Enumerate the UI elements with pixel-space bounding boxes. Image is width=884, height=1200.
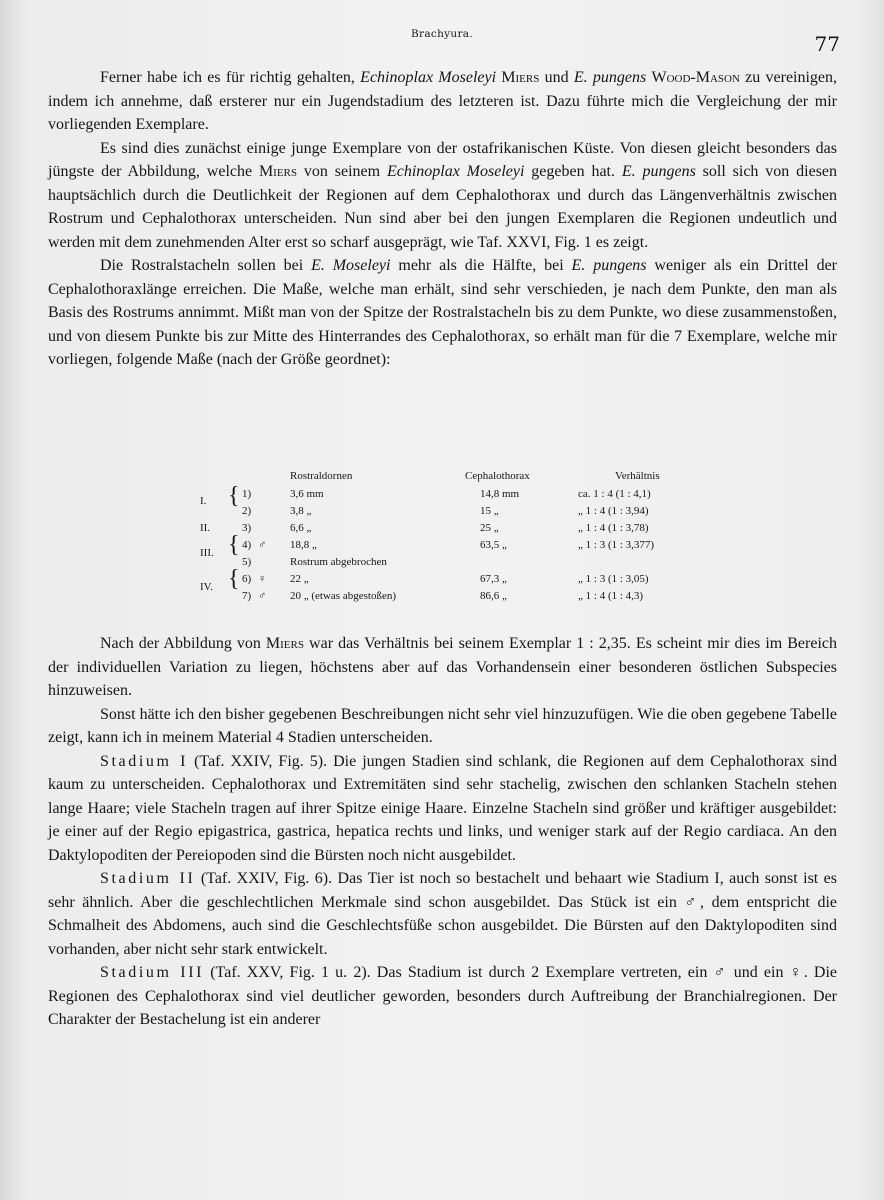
pre-table-paragraph: Die Rostralstacheln sollen bei E. Moseleyi mehr als die Hälfte, bei E. pungens weniger als ein Drittel der Cephalothoraxlänge erreichen. Die Maße, welche man erhält, sind sehr verschieden, je nach dem Punkte, den man als Basis des Rostrums annimmt. Mißt man von der Spitze der Rostralstacheln bis zu dem Punkte, wo diese zusammenstoßen, und von diesem Punkte bis zur Mitte des Hinterrandes des Cephalothorax, so erhält man für die 7 Exemplare, welche mir vorliegen, folgende Maße (nach der Größe geordnet): bbox=[48, 257, 838, 368]
italic-taxon: Echinoplax Moseleyi bbox=[360, 69, 497, 86]
table-cell-ratio: „ 1 : 4 (1 : 3,78) bbox=[578, 522, 649, 534]
table-cell-ratio: „ 1 : 3 (1 : 3,05) bbox=[578, 573, 649, 585]
italic-taxon: E. Moseleyi bbox=[311, 257, 391, 274]
stage-heading: Stadium III bbox=[100, 964, 205, 981]
table-cell-stage: III. bbox=[200, 547, 214, 559]
author-name: Miers bbox=[258, 163, 298, 180]
table-cell-ceph: 15 „ bbox=[480, 505, 499, 517]
table-cell-ceph: 63,5 „ bbox=[480, 539, 507, 551]
table-header-verhaeltnis: Verhältnis bbox=[615, 470, 660, 482]
table-cell-num: 3) bbox=[242, 522, 252, 534]
table-cell-sex: ♂ bbox=[258, 539, 267, 551]
table-cell-ratio: „ 1 : 4 (1 : 3,94) bbox=[578, 505, 649, 517]
table-cell-rostral: 18,8 „ bbox=[290, 539, 317, 551]
post-table-paragraph: Nach der Abbildung von Miers war das Verhältnis bei seinem Exemplar 1 : 2,35. Es scheint mir dies im Bereich der individuellen Variation zu liegen, höchstens aber auf das Vorhandensein einer besonderen östlichen Subspecies hinzuweisen. bbox=[48, 635, 838, 699]
table-header-rostraldornen: Rostraldornen bbox=[290, 470, 353, 482]
table-cell-ceph: 86,6 „ bbox=[480, 590, 507, 602]
table-cell-ceph: 14,8 mm bbox=[480, 488, 520, 500]
stage-heading: Stadium I bbox=[100, 752, 189, 770]
brace-stage-4: { bbox=[228, 566, 240, 592]
text-block-after-table bbox=[48, 632, 837, 1032]
table-cell-stage: II. bbox=[200, 522, 211, 534]
post-table-paragraph: Stadium I (Taf. XXIV, Fig. 5). Die jungen Stadien sind schlank, die Regionen auf dem Cephalothorax sind kaum zu unterscheiden. Cephalothorax und Extremitäten sind sehr stachelig, zwischen den schlanken Stacheln stehen lange Haare; viele Stacheln tragen auf ihrer Spitze einige Haare. Einzelne Stacheln sind größer und kräftiger ausgebildet: je einer auf der Regio epigastrica, gastrica, hepatica rechts und links, und weniger stark auf der Regio cardiaca. An den Daktylopoditen der Pereiopoden sind die Bürsten noch nicht ausgebildet. bbox=[48, 752, 837, 864]
author-name: Miers bbox=[265, 635, 304, 652]
table-cell-sex: ♀ bbox=[258, 573, 267, 585]
post-table-paragraph: Sonst hätte ich den bisher gegebenen Beschreibungen nicht sehr viel hinzuzufügen. Wie die oben gegebene Tabelle zeigt, kann ich in meinem Material 4 Stadien unterscheiden. bbox=[48, 705, 837, 746]
author-name: Miers bbox=[501, 69, 540, 86]
measurement-table bbox=[190, 470, 750, 610]
table-cell-rostral: 20 „ (etwas abgestoßen) bbox=[290, 590, 396, 602]
pre-table-paragraph: Ferner habe ich es für richtig gehalten, Echinoplax Moseleyi Miers und E. pungens Wood-Mason zu vereinigen, indem ich annehme, daß ersterer nur ein Jugendstadium des letzteren ist. Dazu führte mich die Vergleichung der mir vorliegenden Exemplare. bbox=[48, 69, 838, 133]
table-cell-num: 5) bbox=[242, 556, 252, 568]
italic-taxon: E. pungens bbox=[571, 257, 647, 274]
table-cell-rostral: 22 „ bbox=[290, 573, 309, 585]
running-title: Brachyura. bbox=[411, 28, 473, 40]
table-cell-ratio: „ 1 : 3 (1 : 3,377) bbox=[578, 539, 655, 551]
table-cell-num: 1) bbox=[242, 488, 252, 500]
table-cell-num: 4) bbox=[242, 539, 252, 551]
table-header-cephalothorax: Cephalothorax bbox=[465, 470, 530, 482]
table-cell-stage: IV. bbox=[200, 581, 213, 593]
page-number: 77 bbox=[814, 32, 840, 56]
table-cell-ratio: ca. 1 : 4 (1 : 4,1) bbox=[578, 488, 651, 500]
italic-taxon: Echinoplax Moseleyi bbox=[386, 163, 525, 180]
post-table-paragraph: Stadium III (Taf. XXV, Fig. 1 u. 2). Das Stadium ist durch 2 Exemplare vertreten, ein ♂ und ein ♀. Die Regionen des Cephalothorax sind viel deutlicher geworden, besonders durch Auftreibung der Branchialregionen. Der Charakter der Bestachelung ist ein anderer bbox=[48, 964, 838, 1028]
table-cell-ceph: 67,3 „ bbox=[480, 573, 507, 585]
italic-taxon: E. pungens bbox=[621, 163, 696, 180]
table-cell-rostral: 3,6 mm bbox=[290, 488, 324, 500]
table-cell-ceph: 25 „ bbox=[480, 522, 499, 534]
table-cell-rostral: 3,8 „ bbox=[290, 505, 312, 517]
table-cell-num: 6) bbox=[242, 573, 252, 585]
table-cell-rostral: 6,6 „ bbox=[290, 522, 312, 534]
table-cell-ratio: „ 1 : 4 (1 : 4,3) bbox=[578, 590, 644, 602]
brace-stage-1: { bbox=[228, 483, 240, 509]
table-cell-sex: ♂ bbox=[258, 590, 267, 602]
text-block-before-table bbox=[48, 66, 837, 372]
pre-table-paragraph: Es sind dies zunächst einige junge Exemplare von der ostafrikanischen Küste. Von diesen gleicht besonders das jüngste der Abbildung, welche Miers von seinem Echinoplax Moseleyi gegeben hat. E. pungens soll sich von diesen hauptsächlich durch die Deutlichkeit der Regionen auf dem Cephalothorax und durch das Längenverhältnis zwischen Rostrum und Cephalothorax unterscheiden. Nun sind aber bei den jungen Exemplaren die Regionen undeutlich und werden mit dem zunehmenden Alter erst so scharf ausgeprägt, wie Taf. XXVI, Fig. 1 es zeigt. bbox=[48, 139, 838, 251]
table-cell-stage: I. bbox=[200, 495, 207, 507]
author-name: Wood-Mason bbox=[651, 69, 740, 86]
table-cell-num: 7) bbox=[242, 590, 252, 602]
stage-heading: Stadium II bbox=[100, 870, 196, 887]
italic-taxon: E. pungens bbox=[573, 69, 647, 86]
table-cell-rostral: Rostrum abgebrochen bbox=[290, 556, 387, 568]
post-table-paragraph: Stadium II (Taf. XXIV, Fig. 6). Das Tier ist noch so bestachelt und behaart wie Stadium I, auch sonst ist es sehr ähnlich. Aber die geschlechtlichen Merkmale sind schon ausgebildet. Das Stück ist ein ♂, dem entspricht die Schmalheit des Abdomens, auch sind die Geschlechtsfüße schon ausgebildet. Die Bürsten auf den Daktylopoditen sind vorhanden, aber nicht sehr stark entwickelt. bbox=[48, 870, 837, 958]
table-cell-num: 2) bbox=[242, 505, 252, 517]
brace-stage-3: { bbox=[228, 532, 240, 558]
